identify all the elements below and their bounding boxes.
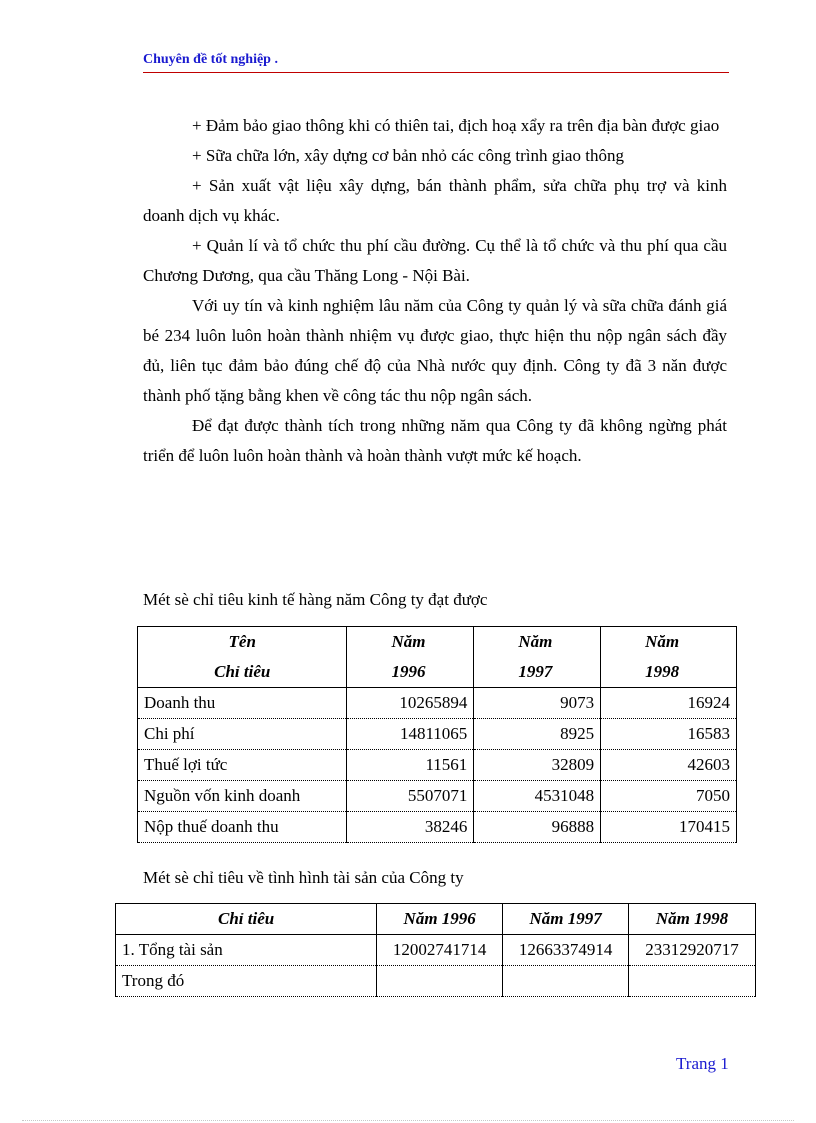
table-cell: 14811065 bbox=[347, 719, 474, 750]
header-cell: Năm 1997 bbox=[474, 627, 601, 688]
paragraph-4: + Quản lí và tổ chức thu phí cầu đường. Cụ thể là tổ chức và thu phí qua cầu Chương Dương, qua cầu Thăng Long - Nội Bài. bbox=[143, 236, 727, 285]
table-cell: 23312920717 bbox=[629, 935, 756, 966]
table-cell: 96888 bbox=[474, 812, 601, 843]
page-number: Trang 1 bbox=[676, 1054, 729, 1073]
header-cell: Chỉ tiêu bbox=[116, 904, 377, 935]
page-header bbox=[143, 52, 729, 73]
header-cell: Năm 1997 bbox=[503, 904, 629, 935]
table-cell: 12002741714 bbox=[377, 935, 503, 966]
header-cell: Tên Chỉ tiêu bbox=[138, 627, 347, 688]
table-cell: 170415 bbox=[601, 812, 737, 843]
header-title: Chuyên đề tốt nghiệp bbox=[143, 52, 271, 67]
table-row bbox=[116, 966, 756, 997]
table-cell: 16583 bbox=[601, 719, 737, 750]
table-row bbox=[138, 781, 737, 812]
row-label: Chi phí bbox=[138, 719, 347, 750]
table2-caption: Mét sè chỉ tiêu về tình hình tài sản của Công ty bbox=[143, 868, 464, 887]
table-cell: 8925 bbox=[474, 719, 601, 750]
table-row bbox=[138, 812, 737, 843]
row-label: Doanh thu bbox=[138, 688, 347, 719]
table-cell bbox=[503, 966, 629, 997]
table-cell: 5507071 bbox=[347, 781, 474, 812]
bottom-divider bbox=[22, 1120, 794, 1121]
economic-indicators-table bbox=[137, 626, 737, 843]
row-label: Trong đó bbox=[116, 966, 377, 997]
row-label: Thuế lợi tức bbox=[138, 750, 347, 781]
table-cell: 32809 bbox=[474, 750, 601, 781]
table-header-row bbox=[138, 627, 737, 688]
table-cell bbox=[377, 966, 503, 997]
paragraph-1: + Đảm bảo giao thông khi có thiên tai, địch hoạ xẩy ra trên địa bàn được giao bbox=[192, 116, 720, 135]
paragraph-6: Để đạt được thành tích trong những năm qua Công ty đã không ngừng phát triển để luôn luôn hoàn thành và hoàn thành vượt mức kế hoạch. bbox=[143, 416, 727, 465]
header-cell: Năm 1998 bbox=[601, 627, 737, 688]
table-row bbox=[138, 750, 737, 781]
table-row bbox=[138, 719, 737, 750]
table-cell: 11561 bbox=[347, 750, 474, 781]
body-text bbox=[143, 111, 727, 471]
row-label: 1. Tổng tài sản bbox=[116, 935, 377, 966]
header-cell: Năm 1998 bbox=[629, 904, 756, 935]
header-cell: Năm 1996 bbox=[377, 904, 503, 935]
asset-indicators-table bbox=[115, 903, 756, 997]
paragraph-2: + Sữa chữa lớn, xây dựng cơ bản nhỏ các công trình giao thông bbox=[192, 146, 624, 165]
table-cell: 12663374914 bbox=[503, 935, 629, 966]
table-cell: 9073 bbox=[474, 688, 601, 719]
table-cell: 16924 bbox=[601, 688, 737, 719]
table-cell: 10265894 bbox=[347, 688, 474, 719]
table-row bbox=[116, 935, 756, 966]
row-label: Nguồn vốn kinh doanh bbox=[138, 781, 347, 812]
table-header-row bbox=[116, 904, 756, 935]
table-cell: 42603 bbox=[601, 750, 737, 781]
table-row bbox=[138, 688, 737, 719]
paragraph-3: + Sản xuất vật liệu xây dựng, bán thành phẩm, sửa chữa phụ trợ và kinh doanh dịch vụ khác. bbox=[143, 176, 727, 225]
header-dot: . bbox=[274, 52, 278, 67]
table-cell: 4531048 bbox=[474, 781, 601, 812]
table-cell bbox=[629, 966, 756, 997]
header-cell: Năm 1996 bbox=[347, 627, 474, 688]
row-label: Nộp thuế doanh thu bbox=[138, 812, 347, 843]
table1-caption: Mét sè chỉ tiêu kinh tế hàng năm Công ty đạt được bbox=[143, 590, 488, 609]
table-cell: 38246 bbox=[347, 812, 474, 843]
paragraph-5: Với uy tín và kinh nghiệm lâu năm của Công ty quản lý và sữa chữa đánh giá bé 234 luôn luôn hoàn thành nhiệm vụ được giao, thực hiện thu nộp ngân sách đầy đủ, liên tục đảm bảo đúng chế độ của Nhà nước quy định. Công ty đã 3 nǎn được thành phố tặng bằng khen về công tác thu nộp ngân sách. bbox=[143, 296, 727, 405]
table-cell: 7050 bbox=[601, 781, 737, 812]
